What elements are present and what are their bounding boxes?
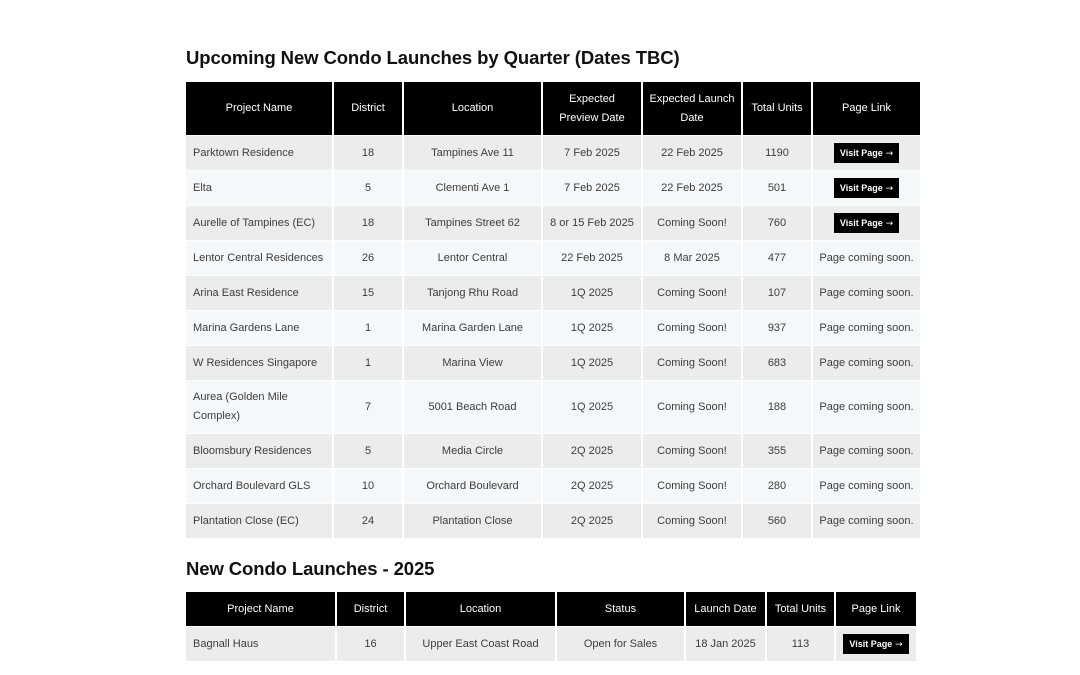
page-link-cell: Page coming soon. bbox=[813, 433, 920, 468]
table-header-row bbox=[186, 82, 920, 135]
total-units-cell: 113 bbox=[767, 626, 834, 661]
table-row bbox=[186, 310, 920, 345]
launches-2025-table bbox=[184, 592, 918, 661]
section-title-2025: New Condo Launches - 2025 bbox=[186, 558, 435, 579]
col-header-page-link: Page Link bbox=[836, 592, 916, 626]
col-header-preview-date: Expected Preview Date bbox=[543, 82, 641, 135]
location-cell: Marina View bbox=[404, 345, 541, 380]
visit-page-button[interactable] bbox=[834, 178, 899, 198]
col-header-total-units: Total Units bbox=[743, 82, 811, 135]
district-cell: 1 bbox=[334, 345, 402, 380]
location-cell: Orchard Boulevard bbox=[404, 468, 541, 503]
district-cell: 10 bbox=[334, 468, 402, 503]
total-units-cell: 560 bbox=[743, 503, 811, 538]
project-name-cell: Elta bbox=[186, 170, 332, 205]
project-name-cell: W Residences Singapore bbox=[186, 345, 332, 380]
launch-date-cell: 18 Jan 2025 bbox=[686, 626, 765, 661]
page-link-cell: Page coming soon. bbox=[813, 275, 920, 310]
preview-date-cell: 1Q 2025 bbox=[543, 345, 641, 380]
visit-page-label: Visit Page bbox=[839, 148, 883, 158]
launch-date-cell: 22 Feb 2025 bbox=[643, 170, 741, 205]
visit-page-button[interactable] bbox=[834, 143, 899, 163]
page-link-cell bbox=[813, 135, 920, 170]
project-name-cell: Arina East Residence bbox=[186, 275, 332, 310]
table-row bbox=[186, 205, 920, 240]
visit-page-button[interactable] bbox=[834, 213, 899, 233]
preview-date-cell: 1Q 2025 bbox=[543, 380, 641, 433]
total-units-cell: 1190 bbox=[743, 135, 811, 170]
table-header-row bbox=[186, 592, 916, 626]
table-row bbox=[186, 345, 920, 380]
preview-date-cell: 2Q 2025 bbox=[543, 468, 641, 503]
total-units-cell: 188 bbox=[743, 380, 811, 433]
location-cell: Upper East Coast Road bbox=[406, 626, 555, 661]
col-header-total-units: Total Units bbox=[767, 592, 834, 626]
table-row bbox=[186, 503, 920, 538]
preview-date-cell: 22 Feb 2025 bbox=[543, 240, 641, 275]
table-row bbox=[186, 468, 920, 503]
total-units-cell: 107 bbox=[743, 275, 811, 310]
page-link-cell: Page coming soon. bbox=[813, 503, 920, 538]
col-header-project-name: Project Name bbox=[186, 592, 335, 626]
location-cell: 5001 Beach Road bbox=[404, 380, 541, 433]
district-cell: 24 bbox=[334, 503, 402, 538]
preview-date-cell: 1Q 2025 bbox=[543, 310, 641, 345]
district-cell: 7 bbox=[334, 380, 402, 433]
location-cell: Tampines Street 62 bbox=[404, 205, 541, 240]
table-row bbox=[186, 433, 920, 468]
page-link-cell: Page coming soon. bbox=[813, 380, 920, 433]
total-units-cell: 477 bbox=[743, 240, 811, 275]
col-header-district: District bbox=[334, 82, 402, 135]
location-cell: Marina Garden Lane bbox=[404, 310, 541, 345]
right-arrow-icon: → bbox=[882, 219, 894, 229]
launch-date-cell: Coming Soon! bbox=[643, 275, 741, 310]
section-title-upcoming: Upcoming New Condo Launches by Quarter (Dates TBC) bbox=[186, 47, 680, 68]
col-header-launch-date: Expected Launch Date bbox=[643, 82, 741, 135]
total-units-cell: 501 bbox=[743, 170, 811, 205]
page-link-cell: Page coming soon. bbox=[813, 310, 920, 345]
project-name-cell: Plantation Close (EC) bbox=[186, 503, 332, 538]
preview-date-cell: 2Q 2025 bbox=[543, 503, 641, 538]
project-name-cell: Orchard Boulevard GLS bbox=[186, 468, 332, 503]
page-link-cell bbox=[813, 205, 920, 240]
right-arrow-icon: → bbox=[892, 640, 903, 650]
district-cell: 18 bbox=[334, 135, 402, 170]
district-cell: 1 bbox=[334, 310, 402, 345]
preview-date-cell: 2Q 2025 bbox=[543, 433, 641, 468]
launch-date-cell: Coming Soon! bbox=[643, 205, 741, 240]
location-cell: Lentor Central bbox=[404, 240, 541, 275]
col-header-launch-date: Launch Date bbox=[686, 592, 765, 626]
preview-date-cell: 8 or 15 Feb 2025 bbox=[543, 205, 641, 240]
launch-date-cell: Coming Soon! bbox=[643, 345, 741, 380]
preview-date-cell: 1Q 2025 bbox=[543, 275, 641, 310]
location-cell: Media Circle bbox=[404, 433, 541, 468]
launch-date-cell: Coming Soon! bbox=[643, 503, 741, 538]
col-header-location: Location bbox=[404, 82, 541, 135]
launch-date-cell: Coming Soon! bbox=[643, 468, 741, 503]
project-name-cell: Aurelle of Tampines (EC) bbox=[186, 205, 332, 240]
location-cell: Clementi Ave 1 bbox=[404, 170, 541, 205]
page-link-cell: Page coming soon. bbox=[813, 468, 920, 503]
district-cell: 15 bbox=[334, 275, 402, 310]
visit-page-label: Visit Page bbox=[839, 218, 883, 228]
location-cell: Tampines Ave 11 bbox=[404, 135, 541, 170]
district-cell: 26 bbox=[334, 240, 402, 275]
table-row bbox=[186, 240, 920, 275]
total-units-cell: 683 bbox=[743, 345, 811, 380]
district-cell: 16 bbox=[337, 626, 404, 661]
page-link-cell bbox=[836, 626, 916, 661]
page-link-cell bbox=[813, 170, 920, 205]
table-row bbox=[186, 626, 916, 661]
project-name-cell: Bagnall Haus bbox=[186, 626, 335, 661]
table-row bbox=[186, 380, 920, 433]
project-name-cell: Parktown Residence bbox=[186, 135, 332, 170]
location-cell: Tanjong Rhu Road bbox=[404, 275, 541, 310]
content bbox=[186, 44, 912, 661]
page-link-cell: Page coming soon. bbox=[813, 345, 920, 380]
visit-page-button[interactable] bbox=[843, 634, 908, 654]
total-units-cell: 355 bbox=[743, 433, 811, 468]
district-cell: 5 bbox=[334, 433, 402, 468]
project-name-cell: Lentor Central Residences bbox=[186, 240, 332, 275]
district-cell: 18 bbox=[334, 205, 402, 240]
project-name-cell: Aurea (Golden Mile Complex) bbox=[186, 380, 332, 433]
total-units-cell: 760 bbox=[743, 205, 811, 240]
preview-date-cell: 7 Feb 2025 bbox=[543, 135, 641, 170]
upcoming-launches-table bbox=[184, 82, 922, 538]
district-cell: 5 bbox=[334, 170, 402, 205]
col-header-location: Location bbox=[406, 592, 555, 626]
launch-date-cell: Coming Soon! bbox=[643, 310, 741, 345]
total-units-cell: 280 bbox=[743, 468, 811, 503]
visit-page-label: Visit Page bbox=[849, 639, 893, 649]
preview-date-cell: 7 Feb 2025 bbox=[543, 170, 641, 205]
launch-date-cell: Coming Soon! bbox=[643, 433, 741, 468]
page-link-cell: Page coming soon. bbox=[813, 240, 920, 275]
project-name-cell: Bloomsbury Residences bbox=[186, 433, 332, 468]
status-cell: Open for Sales bbox=[557, 626, 684, 661]
launch-date-cell: 22 Feb 2025 bbox=[643, 135, 741, 170]
col-header-project-name: Project Name bbox=[186, 82, 332, 135]
total-units-cell: 937 bbox=[743, 310, 811, 345]
launch-date-cell: 8 Mar 2025 bbox=[643, 240, 741, 275]
location-cell: Plantation Close bbox=[404, 503, 541, 538]
right-arrow-icon: → bbox=[882, 184, 894, 194]
col-header-page-link: Page Link bbox=[813, 82, 920, 135]
right-arrow-icon: → bbox=[882, 149, 894, 159]
launch-date-cell: Coming Soon! bbox=[643, 380, 741, 433]
col-header-status: Status bbox=[557, 592, 684, 626]
visit-page-label: Visit Page bbox=[839, 183, 883, 193]
col-header-district: District bbox=[337, 592, 404, 626]
table-row bbox=[186, 275, 920, 310]
project-name-cell: Marina Gardens Lane bbox=[186, 310, 332, 345]
table-row bbox=[186, 170, 920, 205]
table-row bbox=[186, 135, 920, 170]
